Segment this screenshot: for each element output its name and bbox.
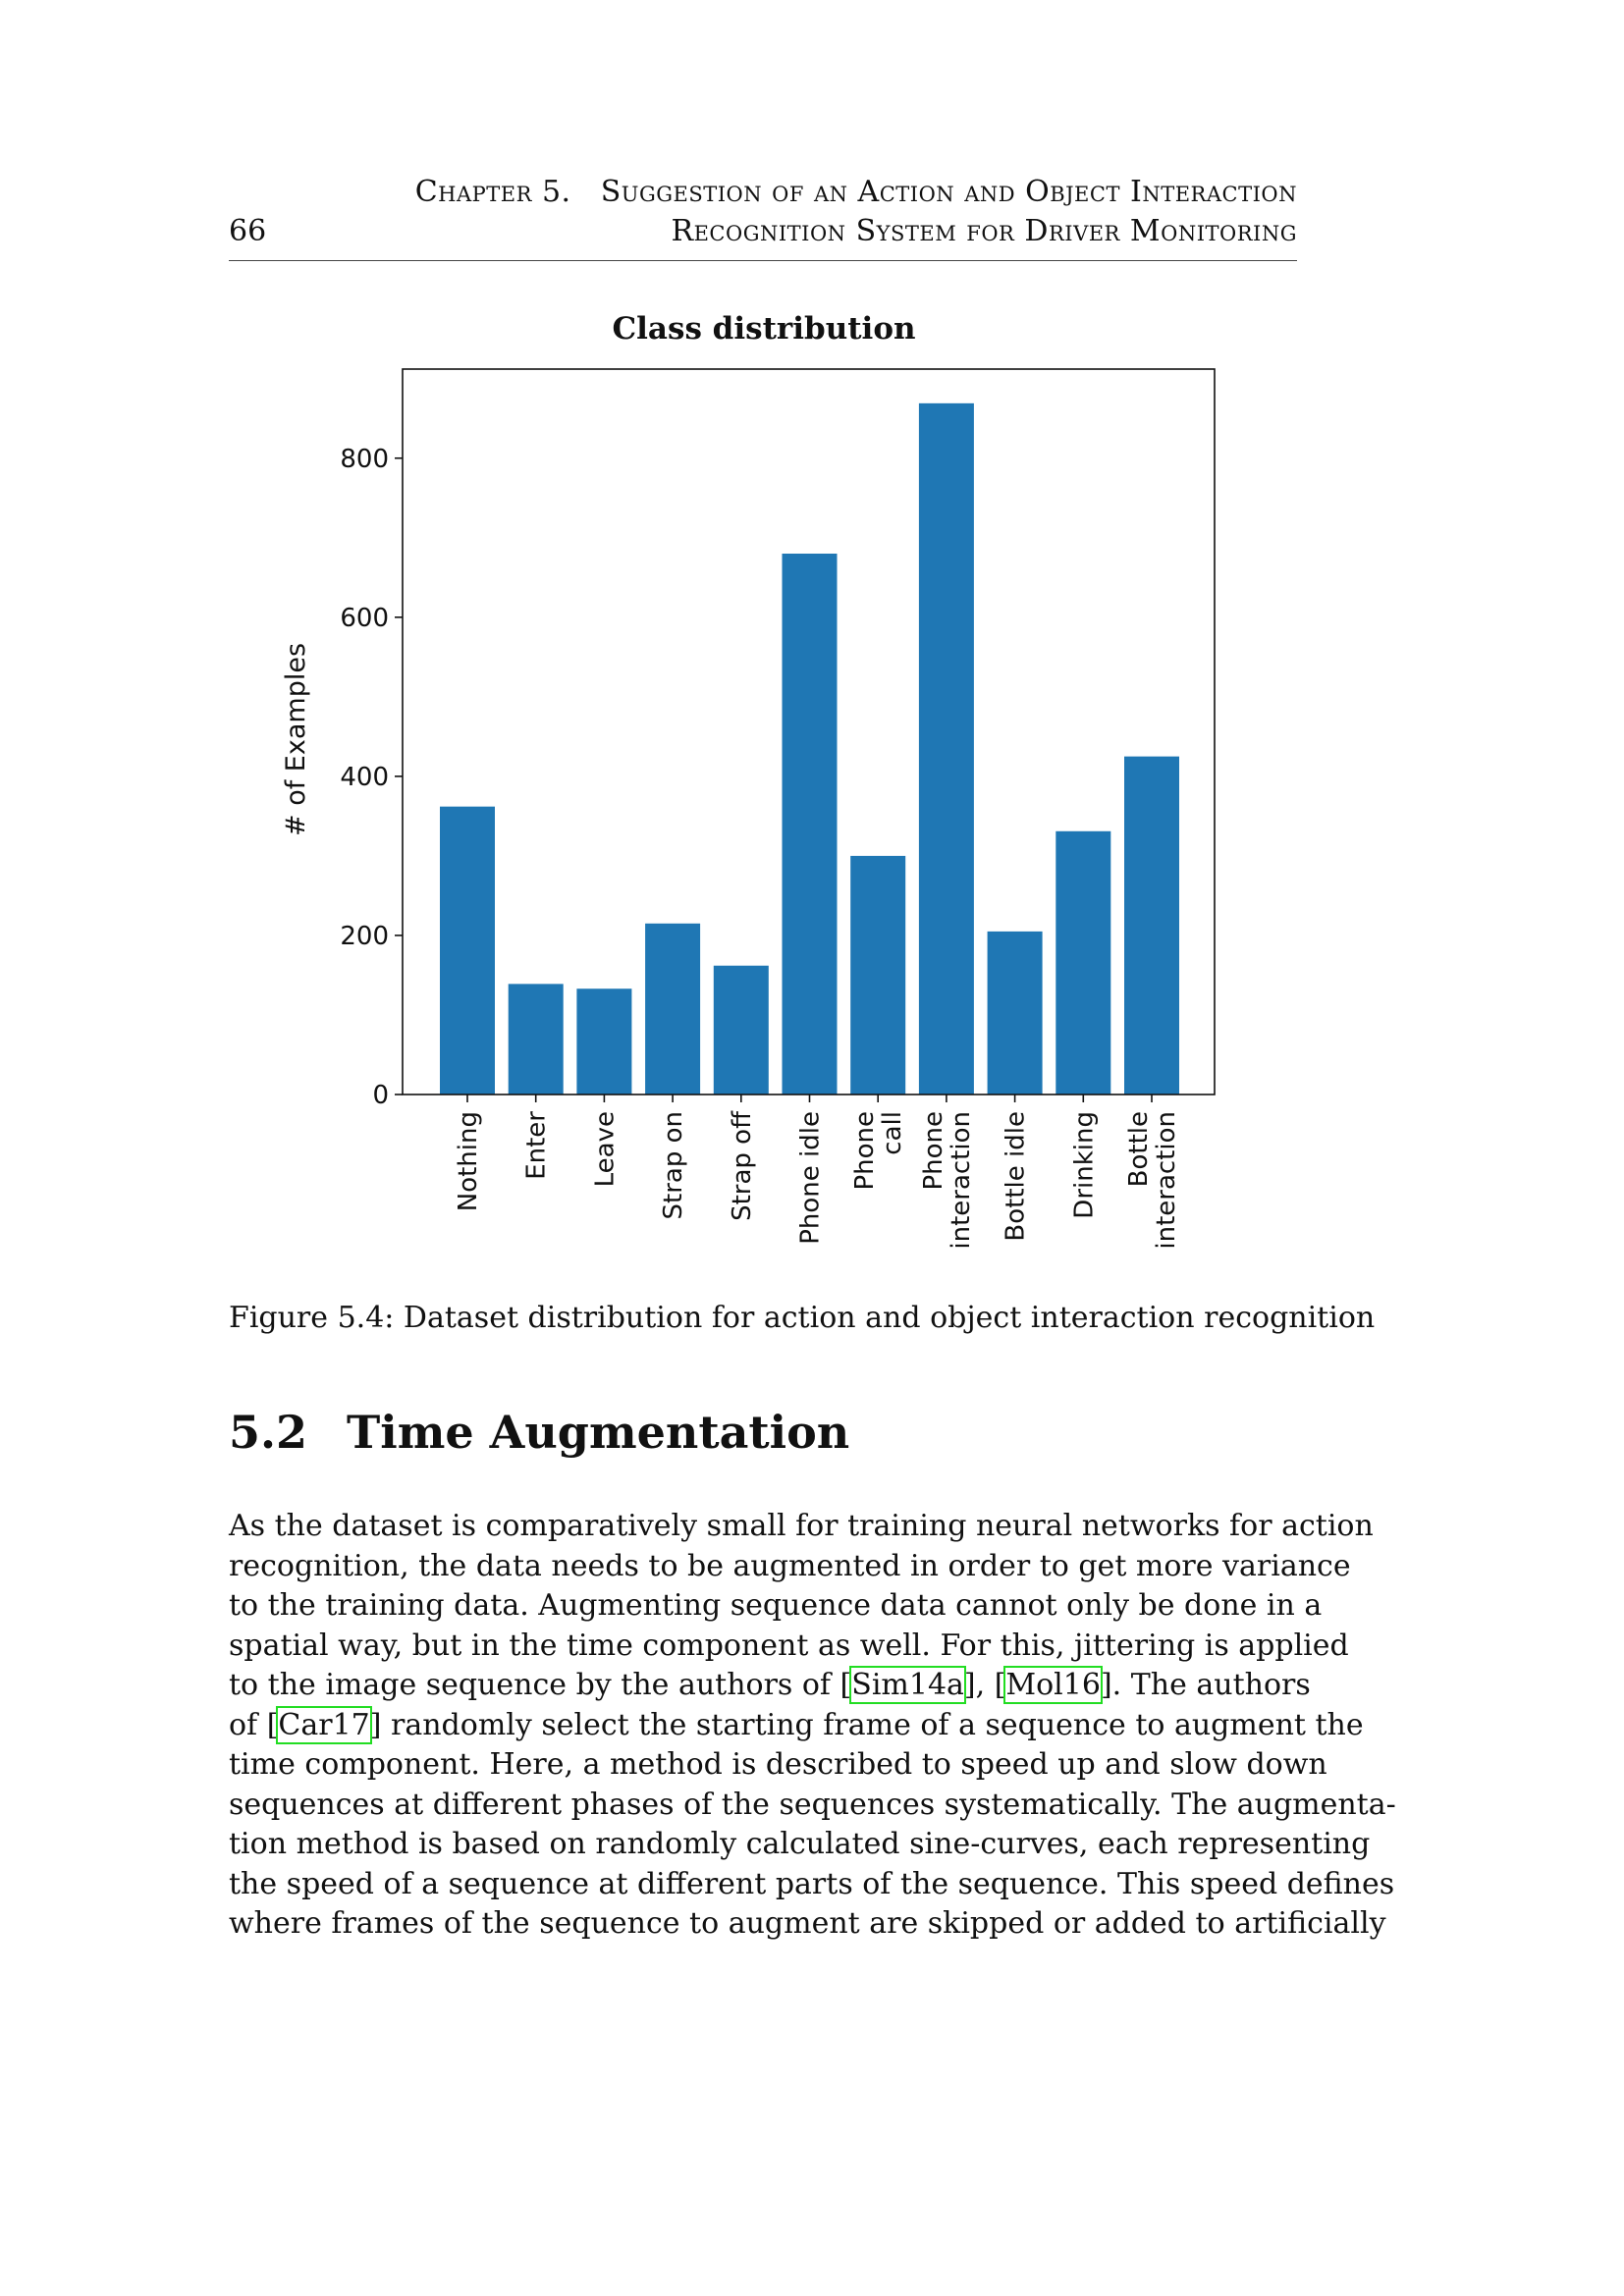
- x-tick-label-line: Phone idle: [795, 1111, 826, 1245]
- y-axis-label: # of Examples: [281, 642, 311, 837]
- text-span: to the image sequence by the authors of [: [229, 1668, 852, 1702]
- bar-7: [919, 403, 974, 1095]
- chapter-title-part2: Recognition System for Driver Monitoring: [671, 214, 1297, 248]
- page-number: 66: [229, 214, 267, 248]
- figure-caption: Figure 5.4: Dataset distribution for action and object interaction recognition: [229, 1301, 1376, 1335]
- y-tick-label: 600: [340, 603, 389, 633]
- x-tick-label: [728, 1110, 757, 1221]
- x-tick-label-line: call: [878, 1111, 908, 1155]
- bar-8: [988, 932, 1043, 1095]
- bars-group: [440, 403, 1179, 1095]
- x-tick-label-line: Strap off: [727, 1111, 757, 1221]
- x-tick-label-line: Nothing: [454, 1111, 483, 1212]
- x-tick-label-line: Bottle: [1124, 1111, 1154, 1188]
- paragraph-line: [229, 1706, 1364, 1746]
- paragraph-line: time component. Here, a method is described to speed up and slow down: [229, 1747, 1327, 1782]
- header-rule: [229, 260, 1297, 261]
- section-heading: [229, 1406, 849, 1459]
- chapter-label: Chapter 5.: [414, 175, 571, 209]
- bar-1: [509, 984, 564, 1095]
- x-tick-label-line: Enter: [521, 1111, 552, 1180]
- citation-link-sim14a[interactable]: Sim14a: [851, 1668, 964, 1702]
- paragraph-line: where frames of the sequence to augment are skipped or added to artificially: [229, 1906, 1386, 1941]
- bar-9: [1056, 831, 1110, 1095]
- bar-10: [1124, 757, 1179, 1095]
- running-head-line1: [415, 175, 1297, 209]
- x-tick-label-line: Leave: [590, 1111, 621, 1188]
- x-tick-label-line: interaction: [1152, 1111, 1181, 1250]
- text-span: ] randomly select the starting frame of a sequence to augment the: [369, 1707, 1364, 1742]
- bar-4: [714, 966, 769, 1095]
- paragraph-line: tion method is based on randomly calculated sine-curves, each representing: [229, 1827, 1371, 1861]
- section-number: 5.2: [229, 1406, 308, 1459]
- chart-title: Class distribution: [612, 311, 916, 347]
- x-tick-label-line: interaction: [946, 1111, 976, 1250]
- paragraph-line: sequences at different phases of the sequences systematically. The augmenta-: [229, 1787, 1396, 1822]
- x-tick-label: [590, 1111, 620, 1187]
- paragraph-line: recognition, the data needs to be augmented in order to get more variance: [229, 1548, 1351, 1583]
- class-distribution-chart: [255, 294, 1237, 1276]
- bar-2: [576, 988, 631, 1095]
- x-tick-label: [454, 1111, 483, 1211]
- y-tick-label: 200: [340, 921, 389, 951]
- y-tick-label: 400: [340, 762, 389, 792]
- x-tick-label-line: Strap on: [659, 1111, 689, 1220]
- body-paragraph: [229, 1507, 1396, 1945]
- section-title: Time Augmentation: [347, 1406, 850, 1459]
- citation-link-car17[interactable]: Car17: [278, 1707, 370, 1742]
- text-span: ], [: [963, 1668, 1006, 1702]
- citation-link-mol16[interactable]: Mol16: [1005, 1668, 1101, 1702]
- y-tick-label: 800: [340, 444, 389, 474]
- chapter-title-part1: Suggestion of an Action and Object Interaction: [600, 175, 1297, 209]
- paragraph-line: spatial way, but in the time component as well. For this, jittering is applied: [229, 1628, 1349, 1663]
- bar-6: [850, 856, 905, 1095]
- y-tick-label: 0: [372, 1081, 389, 1110]
- x-tick-label-line: Bottle idle: [1001, 1111, 1031, 1242]
- x-tick-label: [659, 1111, 688, 1219]
- text-span: ]. The authors: [1100, 1668, 1311, 1702]
- paragraph-line: [229, 1666, 1311, 1706]
- x-tick-label: [850, 1111, 907, 1191]
- x-tick-label: [1124, 1111, 1181, 1250]
- x-tick-label: [1001, 1111, 1031, 1242]
- x-tick-label: [919, 1111, 976, 1250]
- x-axis: [454, 1095, 1181, 1250]
- x-tick-label: [1069, 1111, 1099, 1219]
- y-axis: [340, 445, 403, 1110]
- x-tick-label-line: Phone: [850, 1111, 881, 1191]
- page-header: [229, 175, 1297, 253]
- text-span: of [: [229, 1707, 279, 1742]
- paragraph-line: the speed of a sequence at different parts of the sequence. This speed defines: [229, 1866, 1395, 1901]
- paragraph-line: to the training data. Augmenting sequence data cannot only be done in a: [229, 1588, 1323, 1623]
- bar-3: [645, 924, 700, 1095]
- paragraph-line: As the dataset is comparatively small for training neural networks for action: [229, 1509, 1374, 1543]
- bar-5: [783, 554, 838, 1095]
- bar-0: [440, 807, 495, 1095]
- x-tick-label-line: Phone: [918, 1111, 948, 1191]
- x-tick-label: [796, 1111, 826, 1245]
- x-tick-label-line: Drinking: [1069, 1111, 1100, 1219]
- x-tick-label: [522, 1111, 552, 1180]
